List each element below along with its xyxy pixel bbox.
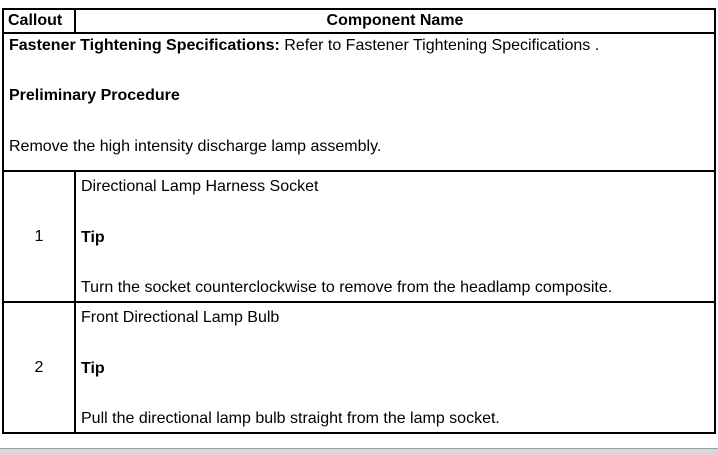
procedure-sheet bbox=[2, 8, 714, 434]
component-cell bbox=[75, 171, 715, 302]
tip-label: Tip bbox=[81, 360, 105, 377]
fastener-spec-line bbox=[9, 36, 599, 56]
table-row bbox=[3, 171, 715, 302]
tip-label: Tip bbox=[81, 229, 105, 246]
fastener-spec-text: Refer to Fastener Tightening Specifications . bbox=[279, 37, 600, 54]
callout-number: 2 bbox=[3, 302, 75, 433]
table-row bbox=[3, 302, 715, 433]
tip-text: Turn the socket counterclockwise to remove from the headlamp composite. bbox=[81, 279, 613, 296]
intro-cell bbox=[3, 33, 715, 171]
component-name: Directional Lamp Harness Socket bbox=[81, 178, 319, 195]
component-name: Front Directional Lamp Bulb bbox=[81, 309, 280, 326]
tip-text: Pull the directional lamp bulb straight from the lamp socket. bbox=[81, 410, 500, 427]
preliminary-procedure-title: Preliminary Procedure bbox=[9, 87, 180, 104]
component-column-header: Component Name bbox=[75, 9, 715, 33]
callout-column-header: Callout bbox=[3, 9, 75, 33]
component-cell bbox=[75, 302, 715, 433]
callout-table bbox=[2, 8, 716, 434]
preliminary-procedure-text: Remove the high intensity discharge lamp assembly. bbox=[9, 138, 382, 155]
intro-row bbox=[3, 33, 715, 171]
table-header-row bbox=[3, 9, 715, 33]
fastener-spec-label: Fastener Tightening Specifications: bbox=[9, 37, 280, 54]
callout-number: 1 bbox=[3, 171, 75, 302]
